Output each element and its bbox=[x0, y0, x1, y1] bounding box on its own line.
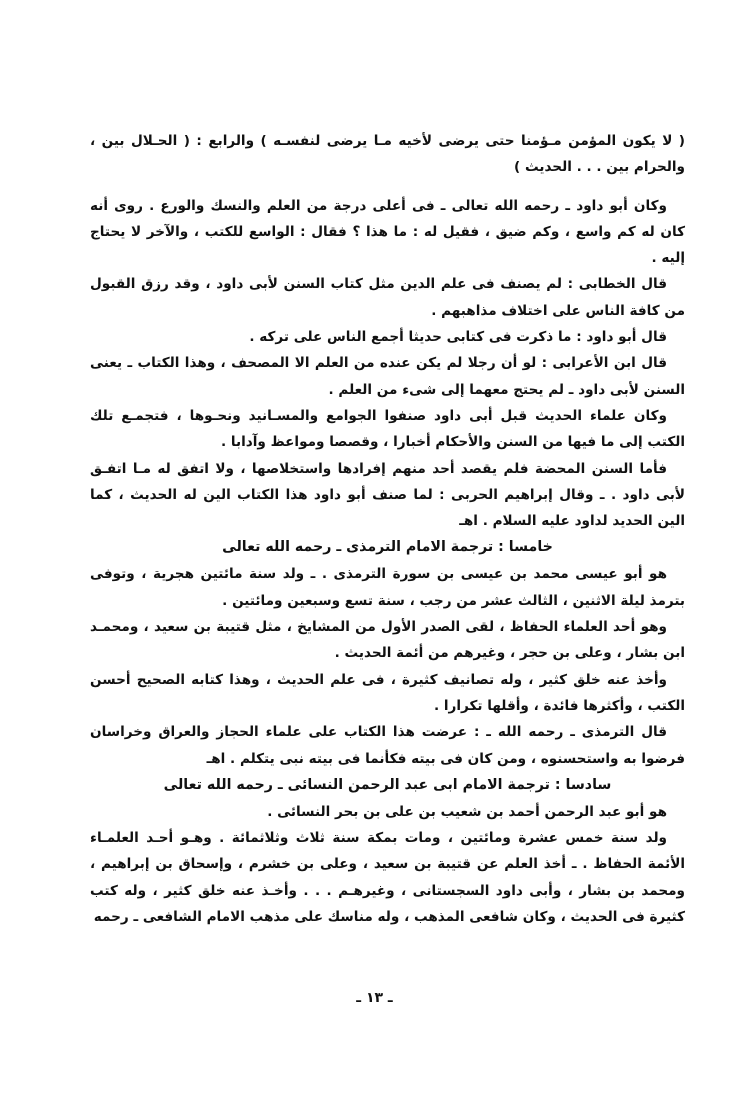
paragraph-nasai-name: هو أبو عبد الرحمن أحمد بن شعيب بن على بن بحر النسائى . bbox=[267, 803, 667, 820]
paragraph-nasai-bio: ولد سنة خمس عشرة ومائتين ، ومات بمكة سنة ثلاث وثلاثمائة . وهـو أحـد العلمـاء الأئمة الحفاظ . ـ أخذ العلم عن قتيبة بن سعيد ، وعلى بن خشرم ، وإسحاق بن إبراهيم ، ومحمد بن بشار ، وأبى داود السجستانى ، وغيرهـم . . . وأخـذ عنه خلق كثير ، وله كتب كثيرة فى الحديث ، وكان شافعى المذهب ، وله مناسك على مذهب الامام الشافعى ـ رحمه bbox=[90, 830, 685, 926]
page-number: ـ ١٣ ـ bbox=[356, 990, 393, 1006]
paragraph-tirmidhi-bio: هو أبو عيسى محمد بن عيسى بن سورة الترمذى . ـ ولد سنة مائتين هجرية ، وتوفى بترمذ ليلة الاثنين ، الثالث عشر من رجب ، سنة تسع وسبعين ومائتين . bbox=[90, 566, 685, 609]
paragraph-pure-sunan: فأما السنن المحضة فلم يقصد أحد منهم إفرادها واستخلاصها ، ولا اتفق له مـا اتفـق لأبى داود . ـ وقال إبراهيم الحربى : لما صنف أبو داود هذا الكتاب الين له الحديث ، كما الين الحديد لداود عليه السلام . اهـ bbox=[90, 460, 685, 530]
section-heading-tirmidhi: خامسا : ترجمة الامام الترمذى ـ رحمه الله تعالى bbox=[222, 539, 553, 556]
paragraph-tirmidhi-teachers: وهو أحد العلماء الحفاظ ، لقى الصدر الأول من المشايخ ، مثل قتيبة بن سعيد ، ومحمـد ابن بشار ، وعلى بن حجر ، وغيرهم من أئمة الحديث . bbox=[90, 619, 685, 662]
paragraph-hadith-quote: ( لا يكون المؤمن مـؤمنا حتى يرضى لأخيه مـا يرضى لنفسـه ) والرابع : ( الحـلال بين ، والحرام بين . . . الحديث ) bbox=[90, 133, 685, 176]
paragraph-tirmidhi-quote: قال الترمذى ـ رحمه الله ـ : عرضت هذا الكتاب على علماء الحجاز والعراق وخراسان فرضوا به واستحسنوه ، ومن كان فى بيته فكأنما فى بيته نبى يتكلم . اهـ bbox=[90, 724, 685, 767]
paragraph-abu-dawud-quote: قال أبو داود : ما ذكرت فى كتابى حديثا أجمع الناس على تركه . bbox=[249, 329, 667, 346]
paragraph-tirmidhi-works: وأخذ عنه خلق كثير ، وله تصانيف كثيرة ، فى علم الحديث ، وهذا كتابه الصحيح أحسن الكتب ، وأكثرها فائدة ، وأقلها تكرارا . bbox=[90, 671, 685, 714]
section-heading-nasai: سادسا : ترجمة الامام ابى عبد الرحمن النسائى ـ رحمه الله تعالى bbox=[163, 776, 612, 793]
paragraph-khattabi: قال الخطابى : لم يصنف فى علم الدين مثل كتاب السنن لأبى داود ، وقد رزق القبول من كافة الناس على اختلاف مذاهبهم . bbox=[90, 276, 685, 319]
paragraph-abu-dawud-piety: وكان أبو داود ـ رحمه الله تعالى ـ فى أعلى درجة من العلم والنسك والورع . روى أنه كان له كم واسع ، وكم ضيق ، فقيل له : ما هذا ؟ فقال : الواسع للكتب ، والآخر لا يحتاج إليه . bbox=[90, 197, 685, 267]
page-body bbox=[90, 128, 685, 930]
paragraph-hadith-scholars: وكان علماء الحديث قبل أبى داود صنفوا الجوامع والمسـانيد ونحـوها ، فتجمـع تلك الكتب إلى ما فيها من السنن والأحكام أخبارا ، وقصصا ومواعظ وآدابا . bbox=[90, 407, 685, 451]
paragraph-ibn-arabi: قال ابن الأعرابى : لو أن رجلا لم يكن عنده من العلم الا المصحف ، وهذا الكتاب ـ يعنى السنن لأبى داود ـ لم يحتج معهما إلى شىء من العلم . bbox=[90, 355, 685, 398]
